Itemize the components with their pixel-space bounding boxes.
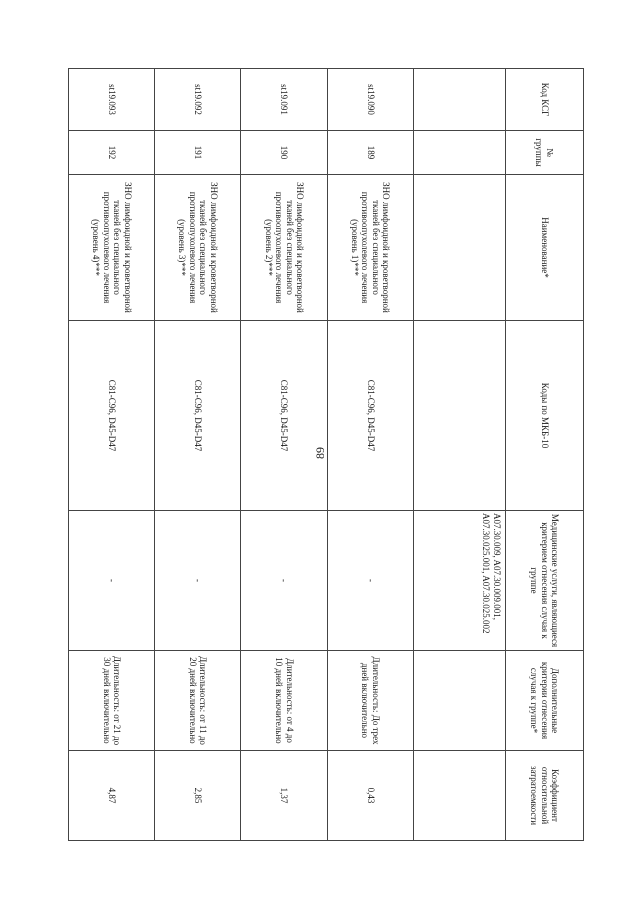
cell-group-no: 189: [327, 131, 413, 175]
ksg-table-container: [68, 68, 584, 840]
table-row: [327, 69, 413, 841]
cell-icd: C81-C96, D45-D47: [155, 321, 241, 511]
cell-icd: C81-C96, D45-D47: [241, 321, 327, 511]
cell-code: st19.090: [327, 69, 413, 131]
table-row-services-note: [413, 69, 505, 841]
cell-services: -: [155, 511, 241, 651]
cell-services: -: [69, 511, 155, 651]
cell-coef: 2,85: [155, 751, 241, 841]
header-criteria: Дополнительные критерии отнесения случая к группе*: [506, 651, 584, 751]
services-note: A07.30.009, A07.30.009.001, A07.30.025.001, A07.30.025.002: [413, 511, 505, 651]
table-row: [241, 69, 327, 841]
cell-criteria: Длительность: До трех дней включительно: [327, 651, 413, 751]
header-group-no: № группы: [506, 131, 584, 175]
cell-services: -: [241, 511, 327, 651]
header-name: Наименование*: [506, 175, 584, 321]
cell-name: ЗНО лимфоидной и кроветворной тканей без специального противоопухолевого лечения (уровень 1)***: [327, 175, 413, 321]
header-icd: Коды по МКБ-10: [506, 321, 584, 511]
cell-group-no: 192: [69, 131, 155, 175]
ksg-table: [68, 68, 584, 841]
table-row: [69, 69, 155, 841]
cell-name: ЗНО лимфоидной и кроветворной тканей без специального противоопухолевого лечения (уровень 3)***: [155, 175, 241, 321]
header-coef: Коэффициент относительной затратоемкости: [506, 751, 584, 841]
table-row: [155, 69, 241, 841]
cell-services: -: [327, 511, 413, 651]
table-header-row: [506, 69, 584, 841]
cell-code: st19.091: [241, 69, 327, 131]
cell-criteria: Длительность: от 11 до 20 дней включительно: [155, 651, 241, 751]
header-code: Код КСГ: [506, 69, 584, 131]
cell-coef: 4,87: [69, 751, 155, 841]
cell-criteria: Длительность: от 21 до 30 дней включительно: [69, 651, 155, 751]
cell-code: st19.093: [69, 69, 155, 131]
cell-criteria: Длительность: от 4 до 10 дней включительно: [241, 651, 327, 751]
header-services: Медицинские услуги, являющиеся критерием отнесения случая к группе: [506, 511, 584, 651]
cell-name: ЗНО лимфоидной и кроветворной тканей без специального противоопухолевого лечения (уровень 4)***: [69, 175, 155, 321]
cell-icd: C81-C96, D45-D47: [69, 321, 155, 511]
cell-coef: 0,43: [327, 751, 413, 841]
cell-code: st19.092: [155, 69, 241, 131]
page-number: 89: [313, 447, 327, 459]
cell-group-no: 191: [155, 131, 241, 175]
cell-name: ЗНО лимфоидной и кроветворной тканей без специального противоопухолевого лечения (уровень 2)***: [241, 175, 327, 321]
cell-coef: 1,37: [241, 751, 327, 841]
cell-icd: C81-C96, D45-D47: [327, 321, 413, 511]
cell-group-no: 190: [241, 131, 327, 175]
